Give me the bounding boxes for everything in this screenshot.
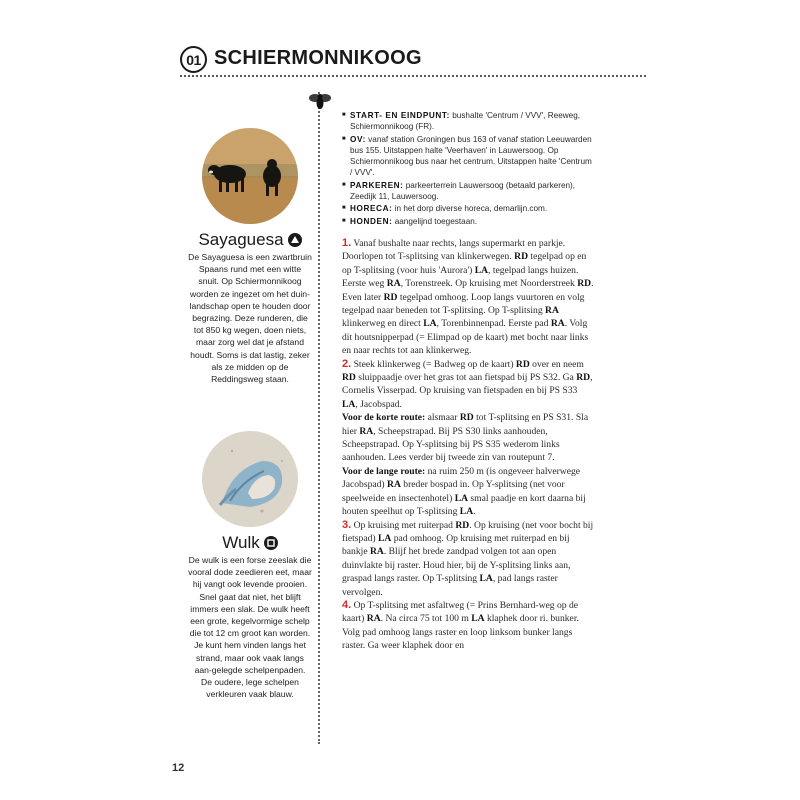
route-text: . Volg dit houtsnipperpad (= Elimpad op de kaart) met bocht naar links en naar rechts tot aan klinkerweg. [342, 318, 589, 357]
sidebar-whelk [188, 431, 312, 700]
shell-icon [264, 536, 278, 550]
route-text: smal paadje en kort daarna bij houten speelhut op T-splitsing [342, 492, 586, 518]
route-text: Vanaf bushalte naar rechts, langs supermarkt en parkje. Doorlopen tot T-splitsing van klinkerwegen. [342, 237, 566, 263]
route-text: over en neem [529, 358, 584, 370]
direction-term: RD [576, 372, 591, 384]
direction-term: RD [515, 358, 530, 370]
sidebar-cow-title-row [188, 230, 312, 250]
page-title: SCHIERMONNIKOOG [214, 47, 422, 69]
direction-term: RD [455, 519, 470, 531]
info-text: in het dorp diverse horeca, demarlijn.com. [392, 204, 548, 214]
whelk-photo [202, 431, 298, 527]
animal-icon [288, 233, 302, 247]
sidebar-whelk-text: De wulk is een forse zeeslak die vooral dode zeedieren eet, maar hij vangt ook levende prooien. Snel gaat dat niet, het blijft immers een slak. De wulk heeft een grote, kegelvormige schelp die tot 12 cm groot kan worden. Je kunt hem vinden langs het strand, maar ook vaak langs aan-gelegde schelpenpaden. De oudere, lege schelpen verkleuren vaak blauw. [188, 555, 312, 700]
direction-term: LA [377, 532, 392, 544]
info-text: vanaf station Groningen bus 163 of vanaf station Leeuwarden bus 155. Uitstappen halte 'Veerhaven' in Lauwersoog. Op Schiermonnikoog bus naar het centrum. Uitstappen halte 'Centrum / VVV'. [350, 134, 592, 178]
route-text: breder bospad in. Op Y-splitsing (net voor speelweide en insectenhotel) [342, 479, 565, 504]
direction-term: RD [514, 251, 528, 263]
main-column [342, 110, 594, 653]
info-item [342, 216, 594, 227]
page-header [180, 44, 646, 76]
step-number: 2. [342, 357, 352, 370]
direction-term: RA [369, 546, 384, 558]
direction-term: RA [545, 305, 559, 316]
direction-term: RD [342, 372, 356, 384]
direction-term: RD [459, 412, 474, 424]
route-text: . Blijf het brede zandpad volgen tot aan open duinvlakte bij raster. Houd hier, bij de Y-splitsing links aan, graspad langs raster. Op T-splitsing [342, 546, 571, 585]
direction-term: RA [359, 425, 374, 437]
page-number: 12 [172, 762, 185, 774]
direction-term: LA [479, 573, 493, 585]
direction-term: RA [366, 613, 381, 625]
route-paragraph [342, 358, 594, 412]
route-text: . Even later [342, 278, 594, 303]
route-text: na ruim 250 m (is ongeveer halverwege Jacobspad) [342, 465, 581, 491]
route-text: , Torenbinnenpad. Eerste pad [436, 318, 551, 330]
route-text: . Na circa 75 tot 100 m [380, 613, 472, 625]
column-divider [318, 92, 320, 744]
info-item [342, 134, 594, 179]
route-text: , Jacobspad. [355, 398, 402, 410]
route-text: , tegelpad langs huizen. Eerste weg [342, 264, 579, 290]
direction-term: LA [459, 506, 474, 518]
direction-term: Voor de korte route: [342, 412, 426, 424]
step-number: 3. [342, 518, 352, 531]
sidebar-whelk-title: Wulk [222, 533, 260, 552]
route-text: Op kruising met ruiterpad [351, 519, 456, 531]
info-item [342, 203, 594, 214]
direction-term: RD [577, 278, 592, 290]
route-text: , Torenstreek. Op kruising met Noorderstreek [400, 278, 578, 290]
step-number: 1. [342, 236, 352, 249]
route-text: . Op kruising (net voor bocht bij fietspad) [342, 519, 594, 544]
route-paragraph [342, 519, 594, 599]
route-number-badge: 01 [180, 46, 207, 73]
direction-term: RA [550, 318, 565, 330]
header-divider [180, 75, 646, 77]
sidebar-cow-text: De Sayaguesa is een zwartbruin Spaans rund met een witte snuit. Op Schiermonnikoog worden ze ingezet om het duin-landschap open te houden door begrazing. Deze runderen, die tot 850 kg wegen, doen niets, maar zorg wel dat je afstand houdt. Soms is dat lastig, zeker als ze midden op de Reddingsweg staan. [188, 252, 312, 385]
route-paragraph [342, 599, 594, 653]
route-description [342, 237, 594, 653]
info-label: OV: [350, 134, 366, 144]
route-paragraph [342, 411, 594, 465]
route-text: , Cornelis Visserpad. Op kruising van fietspaden en bij PS S33 [342, 372, 593, 397]
direction-term: LA [342, 398, 356, 410]
info-label: HORECA: [350, 204, 393, 214]
cow-photo [202, 128, 298, 224]
route-text: alsmaar [425, 412, 460, 424]
route-text: , pad langs raster vervolgen. [342, 573, 558, 598]
route-text: Op T-splitsing met asfaltweg (= Prins Bernhard-weg op de kaart) [342, 599, 579, 625]
info-text: parkeerterrein Lauwersoog (betaald parkeren), Zeedijk 11, Lauwersoog. [350, 180, 576, 202]
route-text: tot T-splitsing en PS S31. Sla hier [342, 412, 589, 437]
route-text: tegelpad op en op T-splitsing (voor huis 'Aurora') [342, 251, 587, 276]
sidebar-cow-title: Sayaguesa [198, 230, 284, 249]
direction-term: RA [386, 278, 401, 290]
route-paragraph [342, 465, 594, 519]
route-text: . [473, 506, 476, 518]
direction-term: LA [471, 613, 485, 625]
step-number: 4. [342, 598, 352, 611]
direction-term: LA [454, 492, 469, 504]
info-text: bushalte 'Centrum / VVV', Reeweg, Schiermonnikoog (FR). [350, 111, 581, 132]
direction-term: Voor de lange route: [342, 465, 426, 477]
route-text: klinkerweg en direct [342, 318, 424, 330]
sidebar-whelk-title-row [188, 533, 312, 553]
info-item [342, 110, 594, 133]
direction-term: RA [387, 479, 401, 491]
sidebar-cow [188, 128, 312, 385]
route-text: , Scheepstrapad. Bij PS S30 links aanhouden, Scheepstrapad. Op Y-splitsing bij PS S35 wederom links aanhouden. Lees verder bij tweede zin van routepunt 7. [342, 425, 560, 464]
info-label: HONDEN: [350, 216, 393, 226]
route-text: tegelpad omhoog. Loop langs vuurtoren en volg tegelpad naar beneden tot T-splitsing. Op T-splitsing [342, 291, 585, 316]
info-label: PARKEREN: [350, 180, 404, 190]
route-text: sluippaadje over het gras tot aan fietspad bij PS S32. Ga [355, 372, 577, 384]
direction-term: LA [474, 264, 489, 276]
route-text: klaphek door ri. bunker. Volg pad omhoog langs raster en loop linksom bunker langs raster. Ga weer klaphek door en [342, 613, 579, 652]
direction-term: LA [423, 318, 437, 330]
route-text: Steek klinkerweg (= Badweg op de kaart) [351, 358, 516, 370]
info-item [342, 180, 594, 203]
fly-icon [309, 92, 331, 110]
info-text: aangelijnd toegestaan. [392, 216, 478, 226]
practical-info-list [342, 110, 594, 227]
route-text: pad omhoog. Op kruising met ruiterpad en bij bankje [342, 532, 570, 558]
info-label: START- EN EINDPUNT: [350, 111, 450, 120]
route-paragraph [342, 237, 594, 358]
direction-term: RD [383, 291, 398, 303]
